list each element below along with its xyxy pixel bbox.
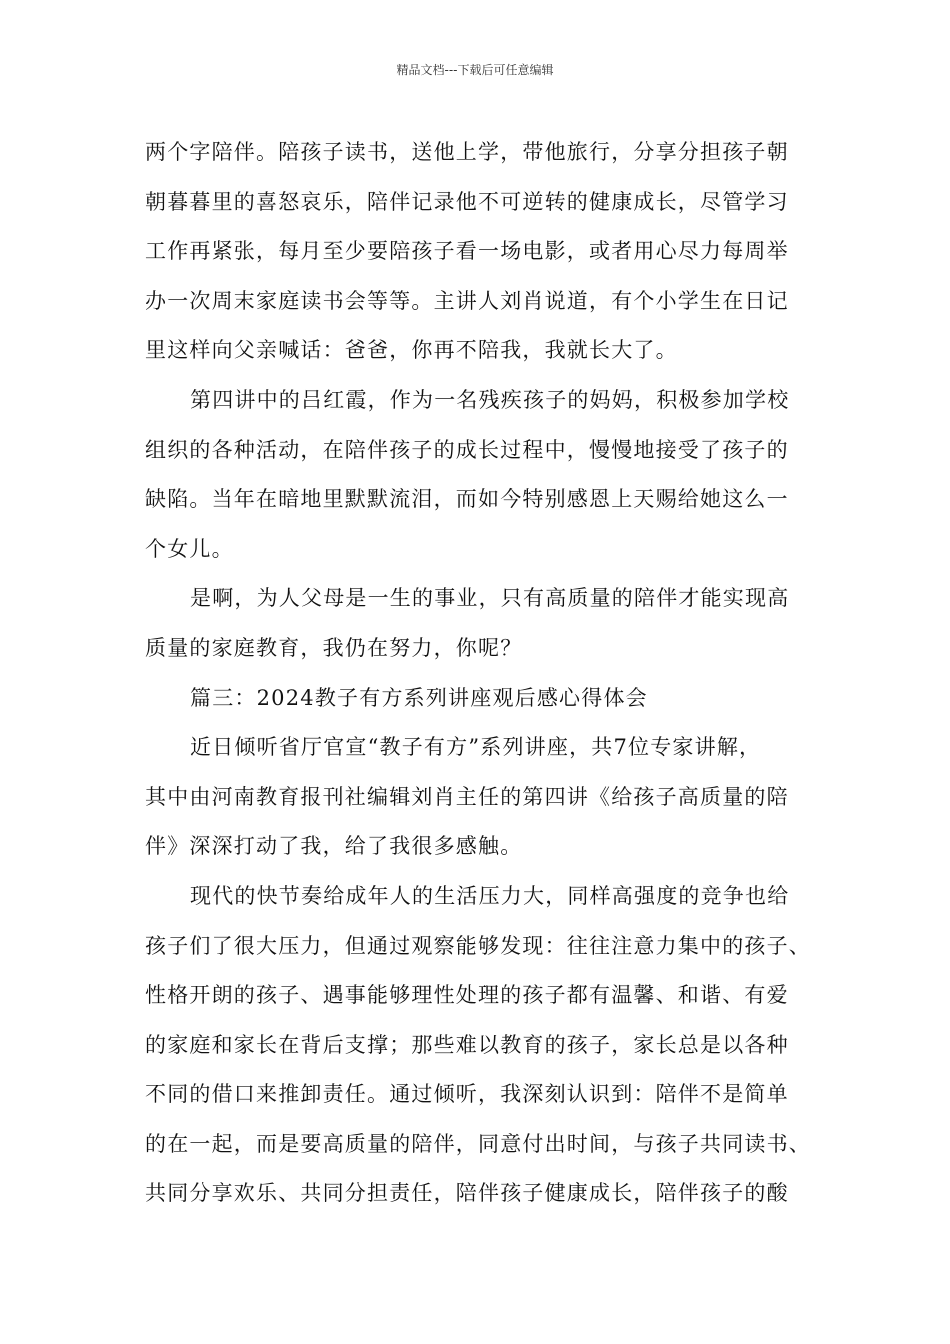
text-line: 的家庭和家长在背后支撑；那些难以教育的孩子，家长总是以各种	[145, 1032, 789, 1057]
text-line: 孩子们了很大压力，但通过观察能够发现：往往注意力集中的孩子、	[145, 933, 811, 958]
text-line: 工作再紧张，每月至少要陪孩子看一场电影，或者用心尽力每周举	[145, 239, 789, 264]
text-line: 第四讲中的吕红霞，作为一名残疾孩子的妈妈，积极参加学校	[190, 387, 790, 412]
text-line: 里这样向父亲喊话：爸爸，你再不陪我，我就长大了。	[145, 338, 678, 363]
text-line: 个女儿。	[145, 536, 234, 561]
text-line: 共同分享欢乐、共同分担责任，陪伴孩子健康成长，陪伴孩子的酸	[145, 1181, 789, 1206]
text-line: 性格开朗的孩子、遇事能够理性处理的孩子都有温馨、和谐、有爱	[145, 983, 789, 1008]
section-heading	[145, 678, 825, 728]
text-line: 质量的家庭教育，我仍在努力，你呢？	[145, 635, 523, 660]
text-line: 两个字陪伴。陪孩子读书，送他上学，带他旅行，分享分担孩子朝	[145, 140, 789, 164]
text-line: 办一次周末家庭读书会等等。主讲人刘肖说道，有个小学生在日记	[145, 288, 789, 313]
text-line: 不同的借口来推卸责任。通过倾听，我深刻认识到：陪伴不是简单	[145, 1082, 789, 1107]
paragraph-5	[145, 876, 825, 1223]
text-line: 近日倾听省厅官宣“教子有方”系列讲座，共7位专家讲解，	[190, 735, 762, 760]
text-line: 缺陷。当年在暗地里默默流泪，而如今特别感恩上天赐给她这么一	[145, 487, 789, 512]
paragraph-3	[145, 578, 825, 677]
text-line: 是啊，为人父母是一生的事业，只有高质量的陪伴才能实现高	[190, 586, 790, 611]
text-line: 其中由河南教育报刊社编辑刘肖主任的第四讲《给孩子高质量的陪	[145, 784, 789, 809]
text-line: 朝暮暮里的喜怒哀乐，陪伴记录他不可逆转的健康成长，尽管学习	[145, 189, 789, 214]
text-line: 的在一起，而是要高质量的陪伴，同意付出时间，与孩子共同读书、	[145, 1131, 811, 1156]
page-header: 精品文档---下载后可任意编辑	[396, 63, 554, 77]
paragraph-1	[145, 132, 825, 380]
text-line: 组织的各种活动，在陪伴孩子的成长过程中，慢慢地接受了孩子的	[145, 437, 789, 462]
text-line: 现代的快节奏给成年人的生活压力大，同样高强度的竞争也给	[190, 883, 790, 908]
section-title: 篇三：2024教子有方系列讲座观后感心得体会	[190, 685, 648, 710]
text-line: 伴》深深打动了我，给了我很多感触。	[145, 834, 523, 859]
document-body	[145, 132, 825, 1223]
paragraph-2	[145, 380, 825, 578]
paragraph-4	[145, 727, 825, 876]
